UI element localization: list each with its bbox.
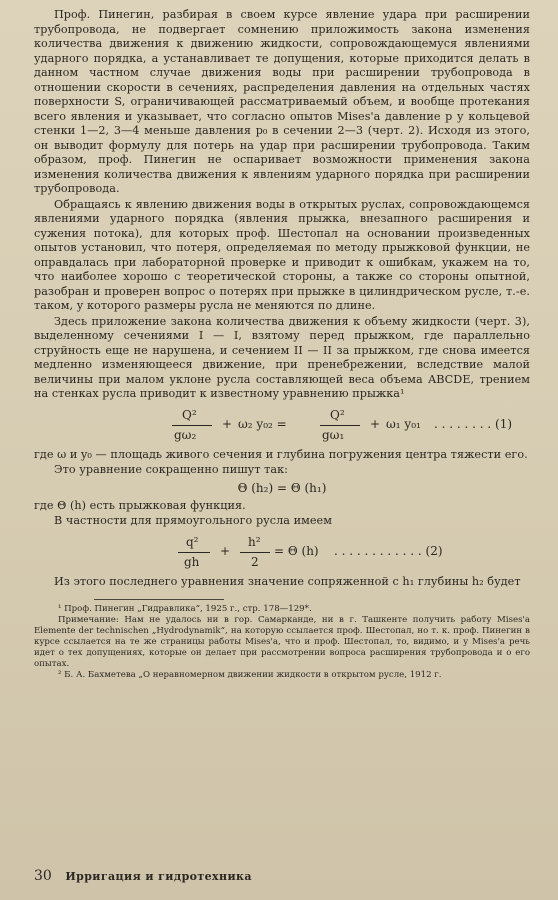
- f1-den-right: gω₁: [322, 427, 345, 442]
- f1-term4: ω₁ y₀₁: [386, 416, 421, 431]
- footnote-note: Примечание: Нам не удалось ни в гор. Самарканде, ни в г. Ташкенте получить работу Mises'а Elemente der technischen „Hydrodynamik“, на которую ссылается проф. Шестопал, но т. к. проф. Пинегин в курсе ссылается на те же страницы работы Mises'а, что и проф. Шестопал, то, видимо, и у Mises'а речь идет о тех допущениях, которые он делает при рассмотрении вопроса расширения трубопровода и о его опытах.: [34, 615, 530, 669]
- page-number: 30: [34, 868, 52, 884]
- f1-dots-number: . . . . . . . . (1): [434, 416, 513, 431]
- formula-theta: Θ (h₂) = Θ (h₁): [237, 480, 327, 495]
- f1-num-right: Q²: [330, 407, 345, 422]
- paragraph-theta-definition: где Θ (h) есть прыжковая функция.: [34, 498, 246, 512]
- f1-plus-1: +: [222, 416, 233, 431]
- f2-frac-line-left: [178, 552, 210, 553]
- footnote-2: ² Б. А. Бахметева „О неравномерном движении жидкости в открытом русле, 1912 г.: [58, 670, 442, 680]
- f2-num-right: h²: [248, 534, 261, 549]
- f2-den-right: 2: [251, 554, 259, 569]
- paragraph-where-omega: где ω и y₀ — площадь живого сечения и глубина погружения центра тяжести его.: [34, 447, 528, 461]
- paragraph-pinegin: Проф. Пинегин, разбирая в своем курсе явление удара при расширении трубопровода, не подвергает сомнению приложимость закона изменения количества движения к движению жидкости, сопровождающемуся явлениями ударного порядка, а устанавливает те допущения, которые приходится делать в данном частном случае движения воды при расширении трубопровода в отношении скорости в сечениях, распределения давления на отдельных частях поверхности S, ограничивающей рассматриваемый объем, и вообще протекания всего явления и указывает, что согласно опытов Mises'а давление p у кольцевой стенки 1—2, 3—4 меньше давления p₀ в сечении 2—3 (черт. 2). Исходя из этого, он выводит формулу для потерь на удар при расширении трубопровода. Таким образом, проф. Пинегин не оспаривает возможности применения закона изменения количества движения к явлениям ударного порядка при расширении трубопровода.: [34, 8, 530, 195]
- f2-frac-line-right: [240, 552, 270, 553]
- f2-rhs: = Θ (h): [274, 543, 319, 558]
- f2-dots-number: . . . . . . . . . . . . (2): [334, 543, 443, 558]
- formula-rectangular-channel: [34, 535, 530, 571]
- paragraph-open-channels: Обращаясь к явлению движения воды в открытых руслах, сопровождающемся явлениями ударного порядка (явления прыжка, внезапного расширения и сужения потока), для которых проф. Шестопал на основании произведенных опытов установил, что потеря, определяемая по методу прыжковой функции, не оправдалась при лабораторной проверке и приводит к ошибкам, укажем на то, что наиболее хорошо с теоретической стороны, а также со стороны опытной, разобран и проверен вопрос о потерях при прыжке в цилиндрическом русле, т.-е. таком, у которого размеры русла не меняются по длине.: [34, 197, 530, 312]
- f1-den-left: gω₂: [174, 427, 197, 442]
- paragraph-short-form: Это уравнение сокращенно пишут так:: [54, 463, 288, 476]
- f1-frac-line-right: [320, 425, 360, 426]
- footnote-1: ¹ Проф. Пинегин „Гидравлика“, 1925 г., стр. 178—129*.: [58, 604, 312, 614]
- f1-plus-2: +: [370, 416, 381, 431]
- paragraph-conjugate-depth: Из этого последнего уравнения значение сопряженной с h₁ глубины h₂ будет: [54, 574, 521, 588]
- footnote-divider: [94, 599, 224, 600]
- formula-jump-equation: [34, 408, 530, 444]
- f1-frac-line-left: [172, 425, 212, 426]
- f2-num-left: q²: [186, 534, 199, 549]
- journal-title: Ирригация и гидротехника: [65, 870, 252, 883]
- f1-term2: ω₂ y₀₂ =: [238, 416, 287, 431]
- f2-plus: +: [220, 543, 231, 558]
- paragraph-momentum: Здесь приложение закона количества движения к объему жидкости (черт. 3), выделенному сечениями I — I, взятому перед прыжком, где параллельно струйность еще не нарушена, и сечением II — II за прыжком, где снова имеется медленно изменяющееся движение, при пренебрежении, вследствие малой величины при малом уклоне русла составляющей веса объема ABCDE, трением на стенках русла приводит к известному уравнению прыжка¹: [34, 314, 530, 400]
- f1-num-left: Q²: [182, 407, 197, 422]
- page-footer: [34, 868, 252, 884]
- f2-den-left: gh: [184, 554, 200, 569]
- paragraph-rectangular: В частности для прямоугольного русла имеем: [54, 514, 332, 527]
